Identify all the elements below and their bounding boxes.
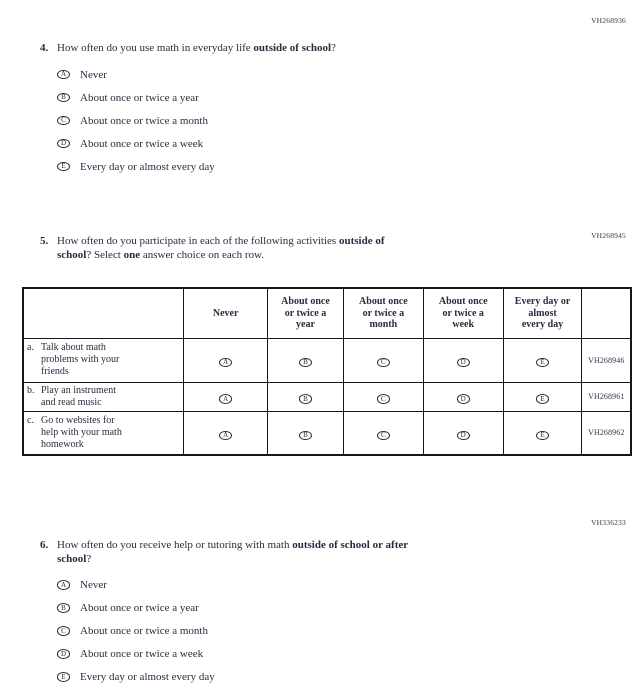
answer-bubble-d[interactable]: D: [57, 649, 70, 659]
question-5: [40, 235, 600, 262]
option-label: About once or twice a month: [80, 625, 208, 637]
column-header-text: About once or twice a month: [359, 296, 408, 330]
answer-bubble-b[interactable]: B: [299, 431, 312, 441]
q4-prompt-end: ?: [331, 42, 336, 54]
q4-option-a: [57, 68, 600, 82]
row-letter: a.: [27, 342, 34, 354]
answer-bubble-c[interactable]: C: [57, 626, 70, 636]
answer-bubble-a[interactable]: A: [219, 394, 232, 404]
answer-bubble-b[interactable]: B: [299, 358, 312, 368]
option-label: About once or twice a week: [80, 137, 204, 150]
q4-option-d: [57, 137, 600, 151]
answer-bubble-c[interactable]: C: [377, 431, 390, 441]
q4-options: [57, 68, 600, 174]
column-header-month: [343, 288, 423, 338]
q4-option-c: [57, 114, 600, 128]
q5-prompt-text3: answer choice on each row.: [140, 248, 265, 261]
answer-bubble-c[interactable]: C: [377, 394, 390, 404]
answer-bubble-d[interactable]: D: [57, 139, 70, 149]
q5-prompt-text2: ? Select: [86, 248, 124, 261]
row-accession-code: VH268962: [582, 411, 631, 455]
answer-bubble-d[interactable]: D: [457, 394, 470, 404]
q6-options: [57, 578, 600, 684]
answer-bubble-e[interactable]: E: [57, 672, 70, 682]
matrix-code-header-cell: [582, 288, 631, 338]
q6-prompt-bold1: outside of school or after: [292, 539, 409, 551]
answer-bubble-e[interactable]: E: [536, 431, 549, 441]
answer-bubble-d[interactable]: D: [457, 358, 470, 368]
option-label: About once or twice a month: [80, 114, 208, 127]
row-letter: b.: [27, 384, 35, 396]
column-header-never: [184, 288, 268, 338]
row-label-text: Play an instrument and read music: [41, 384, 116, 408]
column-header-week: [423, 288, 503, 338]
matrix-header-row: [23, 288, 631, 338]
q4-option-e: [57, 160, 600, 174]
q6-accession-code: VH336233: [591, 518, 626, 527]
row-letter: c.: [27, 415, 34, 427]
q4-prompt-bold: outside of school: [253, 42, 332, 54]
row-label-text: Go to websites for help with your math homework: [41, 415, 122, 450]
option-label: Every day or almost every day: [80, 671, 215, 683]
row-accession-code: VH268946: [582, 338, 631, 382]
q4-prompt-text: How often do you use math in everyday life: [57, 42, 254, 54]
question-4: [40, 42, 600, 183]
answer-bubble-c[interactable]: C: [57, 116, 70, 126]
q5-accession-code: VH268945: [591, 231, 626, 240]
q5-matrix-table: [22, 287, 632, 456]
matrix-corner-cell: [23, 288, 184, 338]
q4-option-b: [57, 91, 600, 105]
q6-option-e: [57, 670, 600, 684]
row-accession-code: VH268961: [582, 382, 631, 411]
row-label-cell: [23, 382, 184, 411]
q5-prompt-bold2: school: [57, 248, 87, 261]
q6-option-a: [57, 578, 600, 592]
table-row: [23, 382, 631, 411]
q6-number: 6.: [40, 539, 49, 551]
answer-bubble-b[interactable]: B: [57, 603, 70, 613]
q6-option-c: [57, 624, 600, 638]
option-label: About once or twice a year: [80, 91, 199, 104]
q6-prompt-bold2: school: [57, 552, 87, 565]
answer-bubble-a[interactable]: A: [219, 431, 232, 441]
q4-number: 4.: [40, 42, 49, 54]
column-header-year: [268, 288, 344, 338]
option-label: Never: [80, 68, 107, 81]
answer-bubble-e[interactable]: E: [536, 358, 549, 368]
option-label: About once or twice a week: [80, 648, 204, 660]
column-header-everyday: [503, 288, 582, 338]
row-label-cell: [23, 411, 184, 455]
answer-bubble-d[interactable]: D: [457, 431, 470, 441]
table-row: [23, 338, 631, 382]
q6-prompt: [57, 539, 408, 566]
option-label: About once or twice a year: [80, 602, 199, 614]
answer-bubble-b[interactable]: B: [57, 93, 70, 103]
q5-prompt-bold3: one: [123, 248, 141, 261]
table-row: [23, 411, 631, 455]
answer-bubble-a[interactable]: A: [57, 580, 70, 590]
q5-prompt: [57, 235, 384, 262]
column-header-text: Never: [212, 307, 239, 319]
q6-option-b: [57, 601, 600, 615]
column-header-text: Every day or almost every day: [514, 296, 571, 330]
q5-number: 5.: [40, 235, 49, 247]
answer-bubble-a[interactable]: A: [57, 70, 70, 80]
answer-bubble-a[interactable]: A: [219, 358, 232, 368]
q6-prompt-text: How often do you receive help or tutoring with math: [57, 539, 293, 551]
answer-bubble-c[interactable]: C: [377, 358, 390, 368]
option-label: Every day or almost every day: [80, 160, 215, 173]
q5-prompt-bold1: outside of: [338, 235, 385, 247]
column-header-text: About once or twice a week: [438, 296, 488, 330]
q4-prompt: [57, 42, 336, 56]
answer-bubble-e[interactable]: E: [536, 394, 549, 404]
column-header-text: About once or twice a year: [281, 296, 330, 330]
answer-bubble-e[interactable]: E: [57, 162, 70, 172]
answer-bubble-b[interactable]: B: [299, 394, 312, 404]
q5-prompt-text: How often do you participate in each of the following activities: [57, 235, 339, 247]
q6-prompt-end: ?: [86, 552, 92, 565]
question-6: [40, 539, 600, 693]
option-label: Never: [80, 579, 107, 591]
q4-accession-code: VH268936: [591, 16, 626, 25]
row-label-cell: [23, 338, 184, 382]
q6-option-d: [57, 647, 600, 661]
row-label-text: Talk about math problems with your friends: [41, 342, 120, 377]
